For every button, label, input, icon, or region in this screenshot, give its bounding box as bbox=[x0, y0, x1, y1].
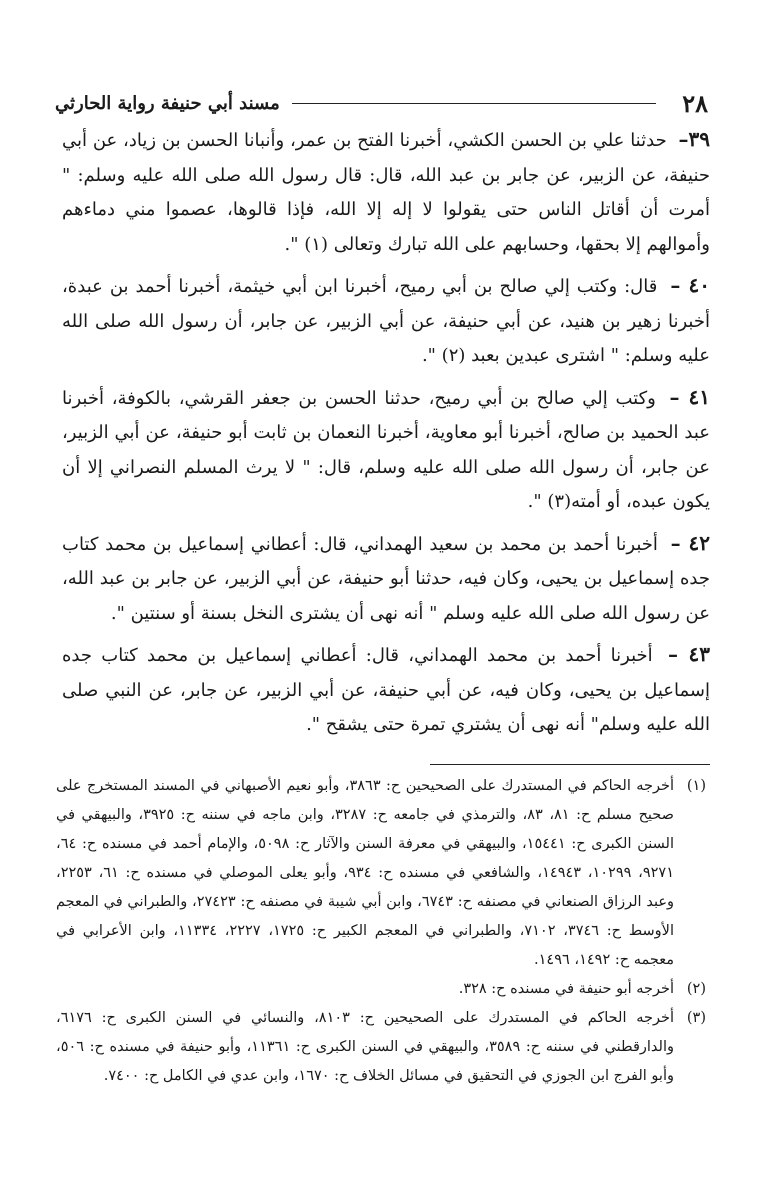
hadith-42 bbox=[62, 526, 710, 632]
hadith-text: حدثنا علي بن الحسن الكشي، أخبرنا الفتح بن عمر، وأنبانا الحسن بن زياد، عن أبي حنيفة، عن الزبير، عن جابر بن عبد الله، قال: قال رسول الله صلى الله عليه وسلم: " أمرت أن أقاتل الناس حتى يقولوا لا إله إلا الله، فإذا قالوها، عصموا مني دماءهم وأموالهم إلا بحقها، وحسابهم على الله تبارك وتعالى (١) ". bbox=[62, 130, 710, 255]
hadith-number: ٤٠ – bbox=[670, 273, 711, 297]
footnote-separator bbox=[430, 764, 710, 765]
footnote-3 bbox=[56, 1004, 706, 1091]
hadith-number: ٤١ – bbox=[669, 384, 710, 409]
footnotes bbox=[56, 772, 706, 1091]
footnote-text: أخرجه الحاكم في المستدرك على الصحيحين ح: ٣٨٦٣، وأبو نعيم الأصبهاني في المسند المستخرج على صحيح مسلم ح: ٨١، ٨٣، والترمذي في جامعه ح: ٣٢٨٧، وابن ماجه في سننه ح: ٣٩٢٥، والبيهقي في السنن الكبرى ح: ١٥٤٤١، والبيهقي في معرفة السنن والآثار ح: ٥٠٩٨، والإمام أحمد في مسنده ح: ٦٤، ٩٢٧١، ١٠٢٩٩، ١٤٩٤٣، والشافعي في مسنده ح: ٩٣٤، وأبو يعلى الموصلي في مسنده ح: ٦١، ٢٢٥٣، وعبد الرزاق الصنعاني في مصنفه ح: ٦٧٤٣، وابن أبي شيبة في مصنفه ح: ٢٧٤٢٣، والطبراني في المعجم الأوسط ح: ٣٧٤٦، ٧١٠٢، والطبراني في المعجم الكبير ح: ١٧٢٥، ٢٢٢٧، ١١٣٣٤، وابن الأعرابي في معجمه ح: ١٤٩٢، ١٤٩٦. bbox=[56, 778, 675, 968]
main-text bbox=[62, 122, 710, 749]
hadith-text: أخبرنا أحمد بن محمد بن سعيد الهمداني، قال: أعطاني إسماعيل بن محمد كتاب جده إسماعيل بن يحيى، وكان فيه، حدثنا أبو حنيفة، عن أبي الزبير، عن جابر بن عبد الله، عن رسول الله صلى الله عليه وسلم " أنه نهى أن يشترى النخل بسنة أو سنتين ". bbox=[62, 533, 710, 624]
hadith-43 bbox=[62, 637, 710, 743]
header-rule bbox=[292, 103, 656, 104]
hadith-number: ٤٢ – bbox=[670, 530, 710, 555]
page-number: ٢٨ bbox=[682, 88, 708, 118]
footnote-marker: (١) bbox=[686, 778, 706, 794]
hadith-text: أخبرنا أحمد بن محمد الهمداني، قال: أعطاني إسماعيل بن محمد كتاب جده إسماعيل بن يحيى، وكان فيه، عن أبي حنيفة، عن أبي الزبير، عن جابر، عن النبي صلى الله عليه وسلم" أنه نهى أن يشتري تمرة حتى يشقح ". bbox=[62, 645, 710, 735]
footnote-2 bbox=[56, 975, 706, 1004]
running-header bbox=[55, 86, 708, 120]
footnote-text: أخرجه أبو حنيفة في مسنده ح: ٣٢٨. bbox=[458, 981, 674, 997]
hadith-39 bbox=[62, 122, 710, 262]
hadith-number: ٣٩– bbox=[678, 127, 710, 151]
hadith-number: ٤٣ – bbox=[667, 642, 710, 666]
footnote-marker: (٢) bbox=[686, 981, 706, 997]
book-title: مسند أبي حنيفة رواية الحارثي bbox=[55, 92, 280, 114]
footnote-marker: (٣) bbox=[686, 1010, 706, 1026]
footnote-1 bbox=[56, 772, 706, 975]
hadith-text: قال: وكتب إلي صالح بن أبي رميح، أخبرنا ابن أبي خيثمة، أخبرنا أحمد بن عبدة، أخبرنا زهير بن هنيد، عن أبي حنيفة، عن أبي الزبير، عن جابر، أن رسول الله صلى الله عليه وسلم: " اشترى عبدين بعبد (٢) ". bbox=[62, 276, 710, 366]
hadith-41 bbox=[62, 380, 710, 520]
hadith-40 bbox=[62, 268, 710, 374]
footnote-text: أخرجه الحاكم في المستدرك على الصحيحين ح: ٨١٠٣، والنسائي في السنن الكبرى ح: ٦١٧٦، والدارقطني في سننه ح: ٣٥٨٩، والبيهقي في السنن الكبرى ح: ١١٣٦١، وأبو حنيفة في مسنده ح: ٥٠٦، وأبو الفرج ابن الجوزي في التحقيق في مسائل الخلاف ح: ١٦٧٠، وابن عدي في الكامل ح: ٧٤٠٠. bbox=[56, 1010, 675, 1084]
hadith-text: وكتب إلي صالح بن أبي رميح، حدثنا الحسن بن جعفر القرشي، بالكوفة، أخبرنا عبد الحميد بن صالح، أخبرنا أبو معاوية، أخبرنا النعمان بن ثابت أبو حنيفة، عن أبي الزبير، عن جابر، أن رسول الله صلى الله عليه وسلم، قال: " لا يرث المسلم النصراني إلا أن يكون عبده، أو أمته(٣) ". bbox=[62, 387, 710, 512]
